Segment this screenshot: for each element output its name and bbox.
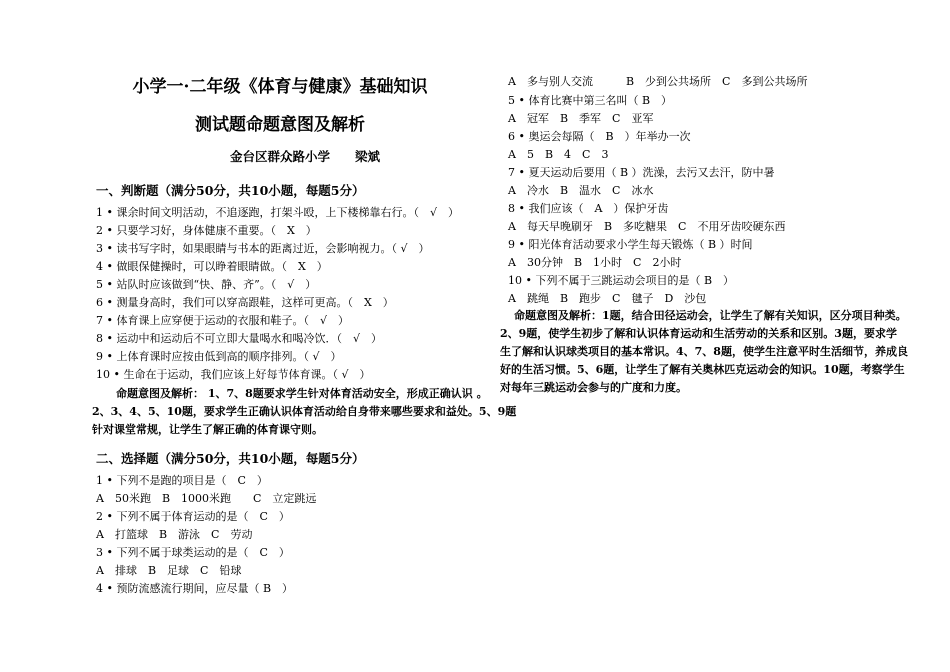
author-line: 金台区群众路小学 梁斌 bbox=[230, 149, 381, 164]
choice-line: A 排球 B 足球 C 铅球 bbox=[96, 564, 242, 577]
analysis-line: 命题意图及解析：1题，结合田径运动会，让学生了解有关知识，区分项目种类。 bbox=[514, 309, 907, 322]
judge-item: 9 • 上体育课时应按由低到高的顺序排列。（ √ ） bbox=[96, 350, 342, 363]
analysis-line: 针对课堂常规，让学生了解正确的体育课守则。 bbox=[92, 423, 323, 436]
choice-line: A 打篮球 B 游泳 C 劳动 bbox=[96, 528, 253, 541]
judge-item: 1 • 课余时间文明活动，不追逐跑，打架斗殴，上下楼梯靠右行。（ √ ） bbox=[96, 206, 459, 219]
analysis-line: 好的生活习惯。5、6题，让学生了解有关奥林匹克运动会的知识。10题，考察学生 bbox=[500, 363, 905, 376]
choice-line: A 每天早晚刷牙 B 多吃糖果 C 不用牙齿咬硬东西 bbox=[508, 220, 786, 233]
judge-item: 10 • 生命在于运动，我们应该上好每节体育课。（ √ ） bbox=[96, 368, 371, 381]
choice-line: A 多与别人交流 B 少到公共场所 C 多到公共场所 bbox=[508, 75, 808, 88]
section1-heading: 一、判断题（满分50分，共10小题，每题5分） bbox=[96, 183, 365, 198]
choice-line: A 冠军 B 季军 C 亚军 bbox=[508, 112, 654, 125]
choice-line: 5 • 体育比赛中第三名叫（ B ） bbox=[508, 94, 673, 107]
choice-line: 2 • 下列不属于体育运动的是（ C ） bbox=[96, 510, 290, 523]
page-subtitle: 测试题命题意图及解析 bbox=[195, 115, 365, 135]
choice-line: 10 • 下列不属于三跳运动会项目的是（ B ） bbox=[508, 274, 735, 287]
analysis-line: 2、9题，使学生初步了解和认识体育运动和生活劳动的关系和区别。3题，要求学 bbox=[500, 327, 897, 340]
choice-line: A 5 B 4 C 3 bbox=[508, 148, 609, 161]
judge-item: 8 • 运动中和运动后不可立即大量喝水和喝冷饮．（ √ ） bbox=[96, 332, 382, 345]
analysis-line: 生了解和认识球类项目的基本常识。4、7、8题，使学生注意平时生活细节，养成良 bbox=[500, 345, 908, 358]
choice-line: 4 • 预防流感流行期间，应尽量（ B ） bbox=[96, 582, 294, 595]
choice-line: 8 • 我们应该（ A ）保护牙齿 bbox=[508, 202, 669, 215]
analysis-line: 2、3、4、5、10题，要求学生正确认识体育活动给自身带来哪些要求和益处。5、9题 bbox=[92, 405, 517, 418]
choice-line: 7 • 夏天运动后要用（ B ）洗澡，去污又去汗，防中暑 bbox=[508, 166, 775, 179]
judge-item: 7 • 体育课上应穿便于运动的衣服和鞋子。（ √ ） bbox=[96, 314, 349, 327]
choice-line: A 冷水 B 温水 C 冰水 bbox=[508, 184, 654, 197]
choice-line: 6 • 奥运会每隔（ B ）年举办一次 bbox=[508, 130, 691, 143]
choice-line: A 跳绳 B 跑步 C 毽子 D 沙包 bbox=[508, 292, 707, 305]
analysis-line: 命题意图及解析： 1、7、8题要求学生针对体育活动安全，形成正确认识 。 bbox=[116, 387, 488, 400]
choice-line: A 50米跑 B 1000米跑 C 立定跳远 bbox=[96, 492, 317, 505]
judge-item: 4 • 做眼保健操时，可以睁着眼睛做。（ X ） bbox=[96, 260, 328, 273]
choice-line: 1 • 下列不是跑的项目是（ C ） bbox=[96, 474, 268, 487]
choice-line: A 30分钟 B 1小时 C 2小时 bbox=[508, 256, 682, 269]
judge-item: 6 • 测量身高时，我们可以穿高跟鞋，这样可更高。（ X ） bbox=[96, 296, 394, 309]
judge-item: 5 • 站队时应该做到“快、静、齐”。（ √ ） bbox=[96, 278, 317, 291]
choice-line: 9 • 阳光体育活动要求小学生每天锻炼（ B ）时间 bbox=[508, 238, 753, 251]
judge-item: 2 • 只要学习好，身体健康不重要。（ X ） bbox=[96, 224, 317, 237]
judge-item: 3 • 读书写字时，如果眼睛与书本的距离过近，会影响视力。（ √ ） bbox=[96, 242, 430, 255]
analysis-line: 对每年三跳运动会参与的广度和力度。 bbox=[500, 381, 687, 394]
section2-heading: 二、选择题（满分50分，共10小题，每题5分） bbox=[96, 451, 365, 466]
choice-line: 3 • 下列不属于球类运动的是（ C ） bbox=[96, 546, 290, 559]
page-title: 小学一·二年级《体育与健康》基础知识 bbox=[132, 77, 428, 97]
